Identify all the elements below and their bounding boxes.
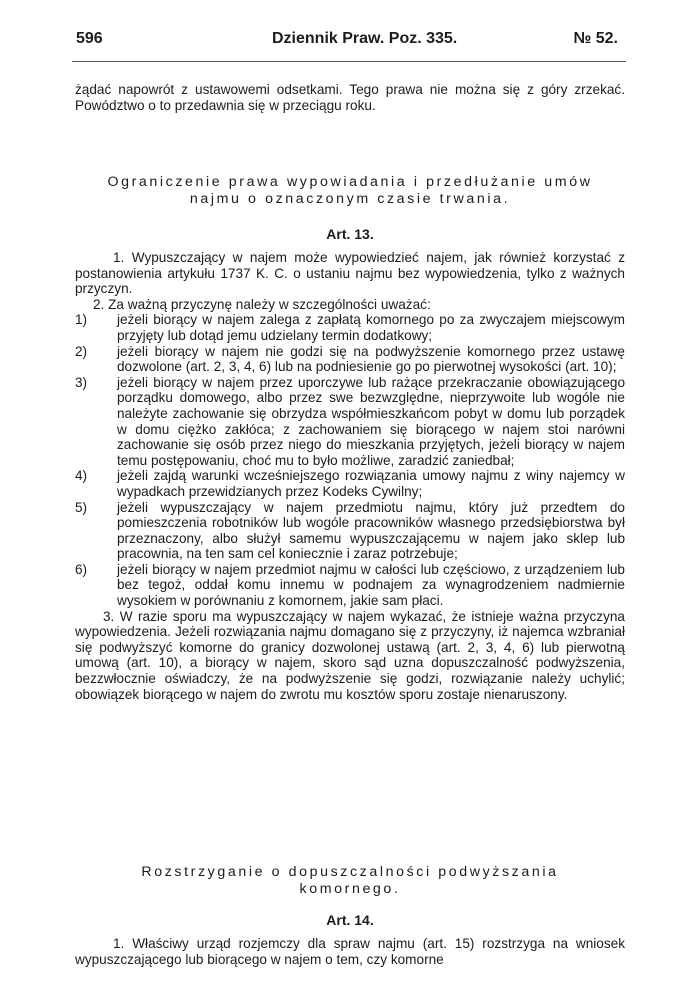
article-13-body bbox=[75, 250, 625, 702]
list-item-text: jeżeli zajdą warunki wcześniejszego rozwiązania umowy najmu z winy najemcy w wypadkach przewidzianych przez Kodeks Cywilny; bbox=[117, 468, 625, 499]
list-item bbox=[75, 344, 625, 375]
list-item-number: 2) bbox=[75, 343, 88, 359]
section-title-1-line2: najmu o oznaczonym czasie trwania. bbox=[189, 191, 511, 207]
article-14-body bbox=[75, 936, 625, 967]
header-rule bbox=[72, 61, 626, 62]
section-title-1-line1: Ograniczenie prawa wypowiadania i przedłużanie umów bbox=[107, 174, 593, 190]
article-13-para-2-intro: 2. Za ważną przyczynę należy w szczególności uważać: bbox=[93, 296, 431, 312]
list-item bbox=[75, 468, 625, 499]
list-item-text: jeżeli biorący w najem nie godzi się na podwyższenie komornego przez ustawę dozwolone (art. 2, 3, 4, 6) lub na podniesienie go po pierwotnej wysokości (art. 10); bbox=[117, 343, 625, 375]
list-item-text: jeżeli biorący w najem zalega z zapłatą komornego po za zwyczajem miejscowym przyjęty lub dotąd jemu udzielany termin dodatkowy; bbox=[117, 312, 625, 343]
publication-title: Dziennik Praw. Poz. 335. bbox=[272, 30, 458, 47]
list-item-number: 3) bbox=[75, 374, 88, 390]
list-item-number: 5) bbox=[75, 499, 88, 515]
list-item bbox=[75, 312, 625, 343]
list-item bbox=[75, 375, 625, 469]
issue-number: № 52. bbox=[573, 30, 618, 47]
section-title-2-line1: Rozstrzyganie o dopuszczalności podwyższania bbox=[141, 864, 559, 880]
section-title-2 bbox=[72, 864, 628, 898]
list-item-text: jeżeli wypuszczający w najem przedmiotu najmu, który już przedtem do pomieszczenia robotników lub wogóle pracowników własnego przedsiębiorstwa był przeznaczony, albo służył samemu wypuszczającemu w najem jako sklep lub pracownia, na ten sam cel koniecznie i zaraz potrzebuje; bbox=[117, 499, 625, 562]
list-item bbox=[75, 562, 625, 609]
article-13-para-1: 1. Wypuszczający w najem może wypowiedzieć najem, jak również korzystać z postanowienia artykułu 1737 K. C. o ustaniu najmu bez wypowiedzenia, tylko z ważnych przyczyn. bbox=[75, 250, 625, 297]
list-item-text: jeżeli biorący w najem przedmiot najmu w całości lub częściowo, z urządzeniem lub bez tegoż, oddał komu innemu w podnajem za wynagrodzeniem nadmiernie wysokiem w porównaniu z komornem, jakie sam płaci. bbox=[117, 561, 625, 609]
page-number: 596 bbox=[76, 30, 103, 47]
lead-text: żądać napowrót z ustawowemi odsetkami. Tego prawa nie można się z góry zrzekać. Powództwo o to przedawnia się w przeciągu roku. bbox=[75, 82, 625, 113]
list-item-text: jeżeli biorący w najem przez uporczywe lub rażące przekraczanie obowiązującego porządku domowego, albo przez swe bezwzględne, nieprzywoite lub wogóle nie należyte zachowanie się obrzydza współmieszkańcom pobyt w domu lub porządek w domu ciężko zakłóca; z zachowaniem się biorącego w najem stoi narówni zachowanie się osób przez niego do mieszkania przyjętych, jeżeli biorący w najem temu postępowaniu, choć mu to było możliwe, zaradzić zaniedbał; bbox=[117, 374, 625, 468]
article-14-heading-wrap bbox=[72, 912, 628, 928]
list-item bbox=[75, 500, 625, 562]
article-14-para-1: 1. Właściwy urząd rozjemczy dla spraw najmu (art. 15) rozstrzyga na wniosek wypuszczającego lub biorącego w najem o tem, czy komorne bbox=[75, 936, 625, 967]
article-13-para-3: 3. W razie sporu ma wypuszczający w najem wykazać, że istnieje ważna przyczyna wypowiedzenia. Jeżeli rozwiązania najmu domagano się z przyczyny, iż najemca wzbraniał się podwyższyć komorne do granicy dozwolonej ustawą (art. 2, 3, 4, 6) lub pierwotną umową (art. 10), a biorący w najem, skoro sąd uzna dopuszczalność podwyższenia, bezzwłocznie oświadczy, że na podwyższenie się godzi, rozwiązanie należy uchylić; obowiązek biorącego w najem do zwrotu mu kosztów sporu zostaje nienaruszony. bbox=[75, 608, 625, 702]
article-13-heading: Art. 13. bbox=[326, 226, 374, 242]
lead-paragraph bbox=[75, 82, 625, 113]
list-item-number: 1) bbox=[75, 312, 88, 328]
running-header bbox=[72, 28, 628, 52]
section-title-1 bbox=[72, 174, 628, 208]
section-title-2-line2: komornego. bbox=[299, 881, 401, 897]
document-page bbox=[72, 28, 628, 968]
article-13-heading-wrap bbox=[72, 226, 628, 242]
list-item-number: 6) bbox=[75, 561, 88, 577]
list-item-number: 4) bbox=[75, 468, 88, 484]
article-14-heading: Art. 14. bbox=[326, 912, 374, 928]
